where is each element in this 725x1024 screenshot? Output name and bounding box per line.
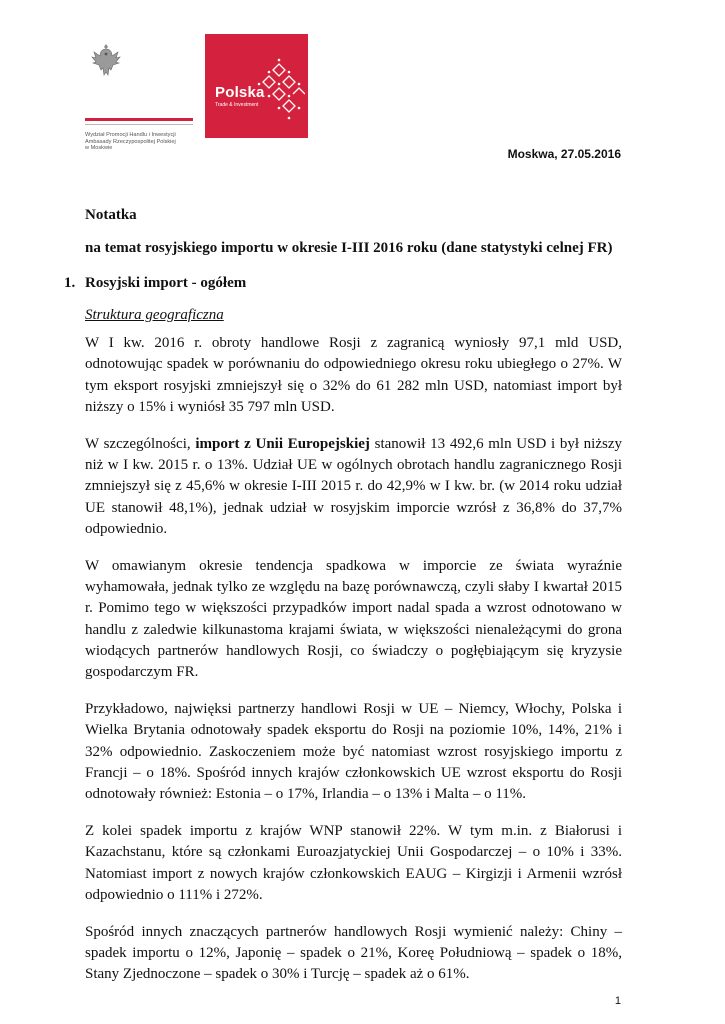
paragraph-2 <box>85 434 622 540</box>
polska-logo <box>205 34 308 138</box>
paragraph-6: Spośród innych znaczących partnerów handlowych Rosji wymienić należy: Chiny – spadek importu o 12%, Japonię – spadek o 21%, Koreę Południową – spadek o 18%, Stany Zjednoczone – spadek o 30% i Turcję – spadek aż o 61%. <box>85 923 622 983</box>
section-title: Rosyjski import - ogółem <box>85 275 247 291</box>
paragraph-2-rest: stanowił 13 492,6 mln USD i był niższy niż w I kw. 2015 r. o 13%. Udział UE w ogólnych obrotach handlu zagranicznego Rosji zmniejszył się z 45,6% w okresie I-III 2015 r. do 42,9% w I kw. br. (w 2014 roku udział UE stanowił 48,1%), jednak udział w rosyjskim imporcie wzrósł z 36,8% do 37,7% odpowiednio. <box>85 435 623 537</box>
agency-line: w Moskwie <box>85 145 113 152</box>
brand-stripe-red <box>85 118 193 121</box>
paragraph-1: W I kw. 2016 r. obroty handlowe Rosji z zagranicą wyniosły 97,1 mld USD, odnotowując spadek w porównaniu do odpowiedniego okresu roku ubiegłego o 27%. W tym eksport rosyjski zmniejszył się o 32% do 61 282 mln USD, natomiast import był niższy o 15% i wyniósł 35 797 mln USD. <box>85 335 622 415</box>
paragraph-4: Przykładowo, najwięksi partnerzy handlowi Rosji w UE – Niemcy, Włochy, Polska i Wielka Brytania odnotowały spadek eksportu do Rosji na poziomie 10%, 14%, 21% i 32% odpowiednio. Zaskoczeniem może być natomiast wzrost rosyjskiego importu z Francji – o 18%. Spośród innych krajów członkowskich UE wzrost eksportu do Rosji odnotowały również: Estonia – o 17%, Irlandia – o 13% i Malta – o 11%. <box>85 700 622 803</box>
document-title: Notatka <box>85 207 137 223</box>
agency-name <box>85 132 205 152</box>
polish-eagle-emblem-icon <box>91 42 121 78</box>
brand-stripe-grey <box>85 124 193 125</box>
paragraph-2-lead: W szczególności, <box>85 435 196 452</box>
logo-title: Polska <box>215 84 265 101</box>
logo-subtitle: Trade & Investment <box>215 102 259 108</box>
body-text <box>85 333 622 1001</box>
document-date: Moskwa, 27.05.2016 <box>507 147 621 161</box>
page-number: 1 <box>614 995 621 1007</box>
paragraph-3: W omawianym okresie tendencja spadkowa w imporcie ze świata wyraźnie wyhamowała, jednak tylko ze względu na bazę porównawczą, czyli słaby I kwartał 2015 r. Pomimo tego w większości przypadków import nadal spada a wzrost odnotowano w handlu z zaledwie kilkunastoma krajami świata, w większości nienależącymi do grona wiodących partnerów handlowych Rosji, co świadczy o pogłębiającym się kryzysie gospodarczym FR. <box>85 557 622 681</box>
agency-line: Ambasady Rzeczypospolitej Polskiej <box>85 138 176 145</box>
section-number: 1. <box>64 275 76 291</box>
agency-line: Wydział Promocji Handlu i Inwestycji <box>85 132 176 138</box>
paragraph-2-emphasis: import z Unii Europejskiej <box>195 435 370 452</box>
subheading: Struktura geograficzna <box>85 307 224 323</box>
paragraph-5: Z kolei spadek importu z krajów WNP stanowił 22%. W tym m.in. z Białorusi i Kazachstanu, które są członkami Euroazjatyckiej Unii Gospodarczej – o 10% i 33%. Natomiast import z nowych krajów członkowskich EAUG – Kirgizji i Armenii wzrósł odpowiednio o 111% i 272%. <box>85 822 622 903</box>
document-subtitle: na temat rosyjskiego importu w okresie I-III 2016 roku (dane statystyki celnej FR) <box>85 240 613 256</box>
section-heading <box>64 275 246 292</box>
